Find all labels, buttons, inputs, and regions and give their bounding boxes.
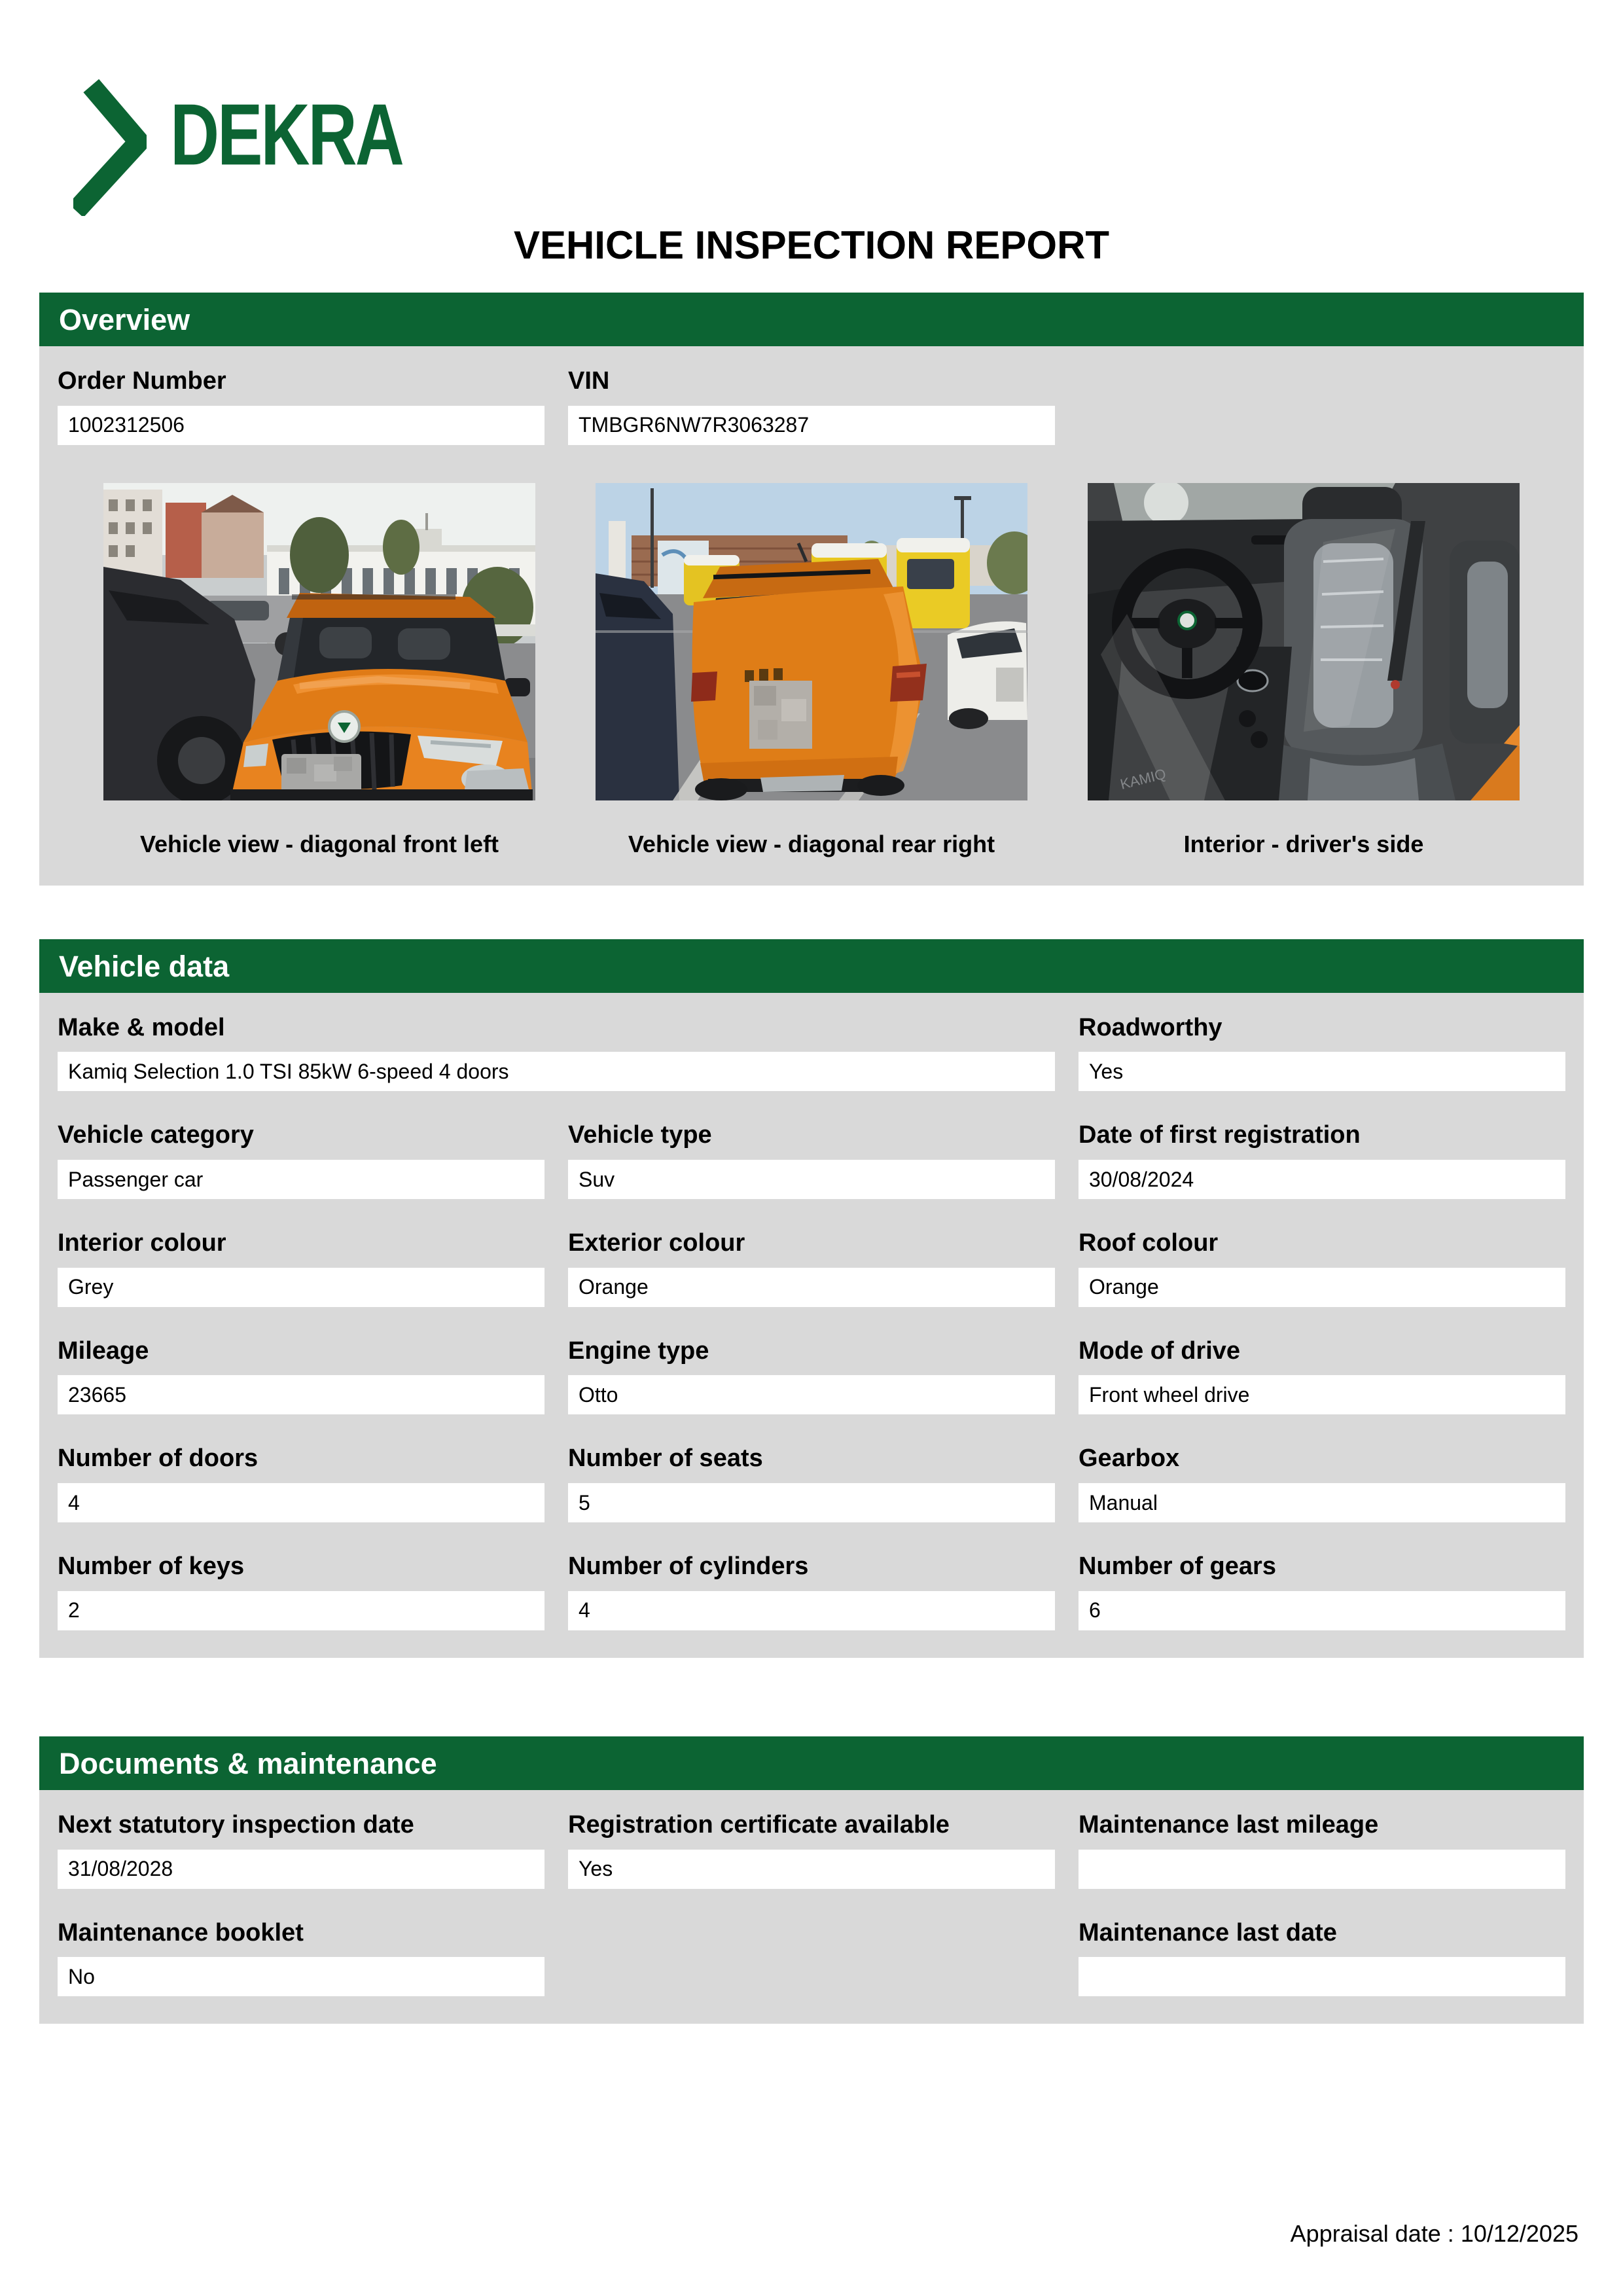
- photo-interior-image: [1088, 483, 1520, 800]
- first-registration-value: 30/08/2024: [1079, 1160, 1565, 1199]
- order-number-value: 1002312506: [58, 406, 544, 445]
- interior-colour-label: Interior colour: [58, 1229, 226, 1257]
- number-of-keys-label: Number of keys: [58, 1552, 245, 1581]
- gearbox-value: Manual: [1079, 1483, 1565, 1522]
- registration-certificate-value: Yes: [568, 1850, 1055, 1889]
- roof-colour-label: Roof colour: [1079, 1229, 1219, 1257]
- number-of-gears-value: 6: [1079, 1591, 1565, 1630]
- field-mileage: [58, 1337, 544, 1415]
- field-next-inspection-date: [58, 1811, 544, 1889]
- roof-colour-value: Orange: [1079, 1268, 1565, 1307]
- vehicle-type-label: Vehicle type: [568, 1121, 712, 1149]
- field-maintenance-last-mileage: [1079, 1811, 1565, 1889]
- number-of-doors-label: Number of doors: [58, 1444, 259, 1473]
- number-of-gears-label: Number of gears: [1079, 1552, 1276, 1581]
- field-order-number: [58, 367, 544, 445]
- field-number-of-seats: [568, 1444, 1055, 1522]
- photo-front-left: [103, 483, 535, 858]
- registration-certificate-label: Registration certificate available: [568, 1810, 950, 1839]
- mileage-value: 23665: [58, 1375, 544, 1414]
- field-maintenance-last-date: [1079, 1919, 1565, 1997]
- field-number-of-cylinders: [568, 1552, 1055, 1630]
- field-roof-colour: [1079, 1229, 1565, 1307]
- mileage-label: Mileage: [58, 1336, 149, 1365]
- field-first-registration: [1079, 1121, 1565, 1199]
- number-of-cylinders-label: Number of cylinders: [568, 1552, 809, 1581]
- photo-caption-front-left: Vehicle view - diagonal front left: [139, 830, 499, 857]
- mode-of-drive-value: Front wheel drive: [1079, 1375, 1565, 1414]
- vehicle-data-section-header: Vehicle data: [39, 939, 1584, 993]
- field-vin: [568, 367, 1055, 445]
- maintenance-booklet-value: No: [58, 1957, 544, 1996]
- roadworthy-label: Roadworthy: [1079, 1013, 1222, 1041]
- vehicle-category-label: Vehicle category: [58, 1121, 254, 1149]
- kamiq-sill-text: KAMIQ: [1118, 765, 1168, 793]
- engine-type-label: Engine type: [568, 1336, 709, 1365]
- appraisal-date: Appraisal date : 10/12/2025: [1290, 2220, 1578, 2247]
- vin-label: VIN: [568, 367, 610, 395]
- vin-value: TMBGR6NW7R3063287: [568, 406, 1055, 445]
- field-vehicle-category: [58, 1121, 544, 1199]
- next-inspection-date-label: Next statutory inspection date: [58, 1810, 414, 1839]
- photo-rear-right-image: [596, 483, 1027, 800]
- field-roadworthy: [1079, 1014, 1565, 1092]
- number-of-keys-value: 2: [58, 1591, 544, 1630]
- dekra-wordmark: DEKRA: [170, 86, 402, 184]
- next-inspection-date-value: 31/08/2028: [58, 1850, 544, 1889]
- vehicle-type-value: Suv: [568, 1160, 1055, 1199]
- photo-interior: [1088, 483, 1520, 858]
- field-exterior-colour: [568, 1229, 1055, 1307]
- field-make-model: [58, 1014, 1055, 1092]
- number-of-doors-value: 4: [58, 1483, 544, 1522]
- make-model-label: Make & model: [58, 1013, 225, 1041]
- gearbox-label: Gearbox: [1079, 1444, 1180, 1473]
- number-of-seats-label: Number of seats: [568, 1444, 763, 1473]
- interior-colour-value: Grey: [58, 1268, 544, 1307]
- field-interior-colour: [58, 1229, 544, 1307]
- mode-of-drive-label: Mode of drive: [1079, 1336, 1241, 1365]
- photo-caption-rear-right: Vehicle view - diagonal rear right: [628, 830, 995, 857]
- documents-section-header: Documents & maintenance: [39, 1736, 1584, 1790]
- field-registration-certificate: [568, 1811, 1055, 1889]
- vehicle-data-section: [39, 939, 1584, 1658]
- engine-type-value: Otto: [568, 1375, 1055, 1414]
- dekra-logo: [0, 0, 1623, 216]
- maintenance-booklet-label: Maintenance booklet: [58, 1918, 304, 1946]
- vehicle-category-value: Passenger car: [58, 1160, 544, 1199]
- overview-section-header: Overview: [39, 293, 1584, 346]
- roadworthy-value: Yes: [1079, 1052, 1565, 1091]
- field-engine-type: [568, 1337, 1055, 1415]
- maintenance-last-mileage-label: Maintenance last mileage: [1079, 1810, 1379, 1839]
- field-gearbox: [1079, 1444, 1565, 1522]
- vehicle-photos: [58, 483, 1565, 858]
- field-number-of-keys: [58, 1552, 544, 1630]
- photo-caption-interior: Interior - driver's side: [1183, 830, 1424, 857]
- maintenance-last-date-label: Maintenance last date: [1079, 1918, 1337, 1946]
- exterior-colour-value: Orange: [568, 1268, 1055, 1307]
- page-title: VEHICLE INSPECTION REPORT: [513, 223, 1110, 267]
- photo-rear-right: [596, 483, 1027, 858]
- field-maintenance-booklet: [58, 1919, 544, 1997]
- number-of-seats-value: 5: [568, 1483, 1055, 1522]
- field-number-of-doors: [58, 1444, 544, 1522]
- make-model-value: Kamiq Selection 1.0 TSI 85kW 6-speed 4 doors: [58, 1052, 1055, 1091]
- photo-front-left-image: [103, 483, 535, 800]
- documents-maintenance-section: [39, 1736, 1584, 2024]
- exterior-colour-label: Exterior colour: [568, 1229, 745, 1257]
- maintenance-last-mileage-value: [1079, 1850, 1565, 1889]
- field-vehicle-type: [568, 1121, 1055, 1199]
- overview-section: [39, 293, 1584, 886]
- field-mode-of-drive: [1079, 1337, 1565, 1415]
- order-number-label: Order Number: [58, 367, 226, 395]
- maintenance-last-date-value: [1079, 1957, 1565, 1996]
- dekra-arrow-icon: [73, 77, 147, 216]
- first-registration-label: Date of first registration: [1079, 1121, 1361, 1149]
- number-of-cylinders-value: 4: [568, 1591, 1055, 1630]
- field-number-of-gears: [1079, 1552, 1565, 1630]
